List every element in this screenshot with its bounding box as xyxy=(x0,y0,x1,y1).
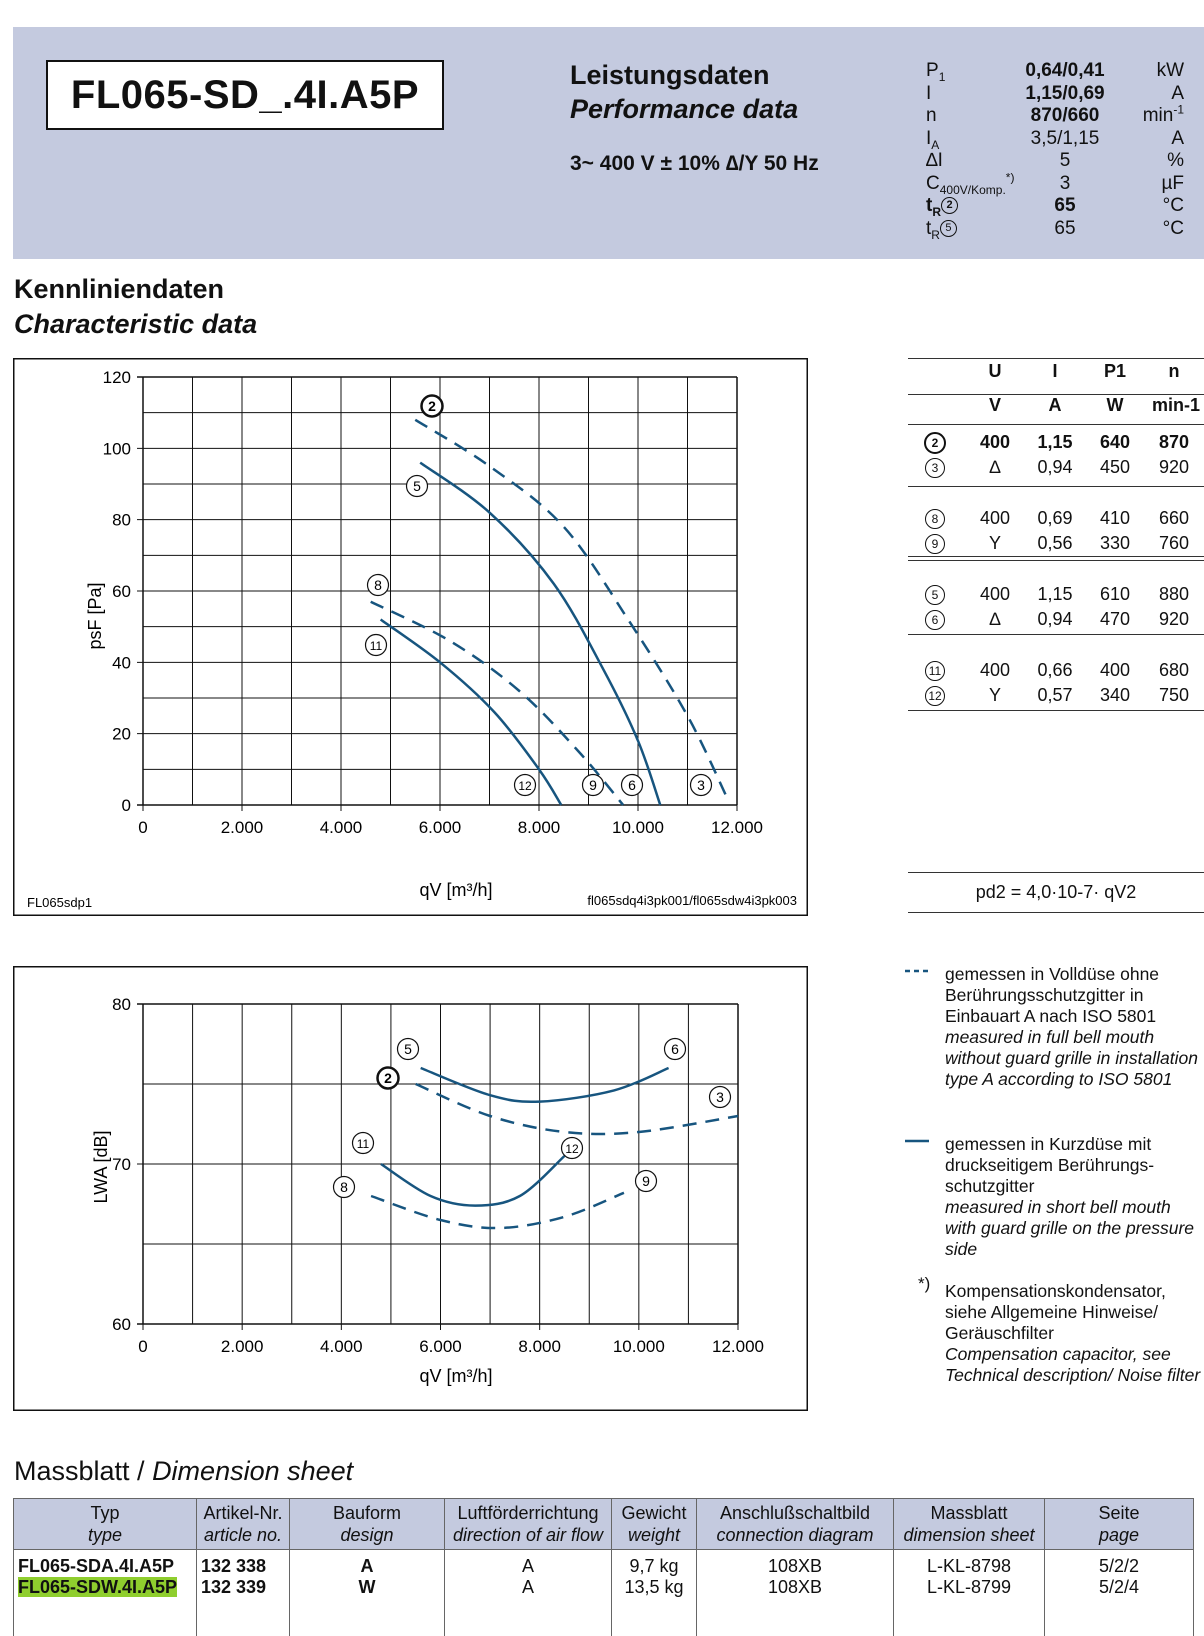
spec-symbol: n xyxy=(926,105,937,128)
diagram-value: 108XB xyxy=(701,1577,889,1598)
design-value: W xyxy=(294,1577,440,1598)
cell-n: 920 xyxy=(1146,455,1202,480)
table-rule xyxy=(908,394,1204,395)
col-header-u: U xyxy=(970,358,1020,384)
x-tick-label: 10.000 xyxy=(612,818,664,837)
y-axis-label: psF [Pa] xyxy=(85,582,105,649)
performance-title-de: Leistungsdaten xyxy=(570,58,798,92)
spec-symbol: C xyxy=(926,173,940,194)
curve-marker-9 xyxy=(583,775,604,796)
dimension-title-en: Dimension sheet xyxy=(152,1456,353,1486)
legend-dashed xyxy=(945,964,1203,1090)
spec-unit: °C xyxy=(1163,195,1184,218)
table-unit-row xyxy=(908,392,1204,418)
cell-n: 660 xyxy=(1146,506,1202,531)
curve-2 xyxy=(416,1084,738,1134)
col-page: Seite page xyxy=(1045,1499,1194,1550)
svg-text:6: 6 xyxy=(628,777,636,793)
svg-text:3: 3 xyxy=(716,1089,724,1105)
curve-marker-8 xyxy=(368,575,389,596)
design-value: A xyxy=(294,1556,440,1577)
x-tick-label: 8.000 xyxy=(518,818,561,837)
curve-11 xyxy=(381,1156,564,1206)
svg-text:2: 2 xyxy=(428,398,436,414)
spec-subscript: R xyxy=(931,227,940,241)
x-tick-label: 8.000 xyxy=(518,1337,561,1356)
svg-text:6: 6 xyxy=(671,1041,679,1057)
svg-text:12: 12 xyxy=(565,1142,579,1156)
spec-list xyxy=(926,60,1184,240)
dimension-title-de: Massblatt / xyxy=(14,1456,145,1486)
cell-id xyxy=(924,658,946,683)
cell-n: 880 xyxy=(1146,582,1202,607)
curve-marker-6 xyxy=(665,1039,686,1060)
x-tick-label: 2.000 xyxy=(221,1337,264,1356)
spec-value: 65 xyxy=(990,195,1140,218)
cell-i: 0,66 xyxy=(1030,658,1080,683)
spec-symbol: t xyxy=(926,218,931,239)
cell-p: 330 xyxy=(1090,531,1140,556)
cell-p: 610 xyxy=(1090,582,1140,607)
footnote-de: Kompensationskondensator, siehe Allgemeine Hinweise/ Geräuschfilter xyxy=(945,1281,1203,1344)
sheet-value: L-KL-8798 xyxy=(898,1556,1040,1577)
cell-u: 400 xyxy=(970,430,1020,455)
cell-p: 340 xyxy=(1090,683,1140,708)
col-sheet: Massblatt dimension sheet xyxy=(894,1499,1045,1550)
voltage-spec: 3~ 400 V ± 10% ∆/Y 50 Hz xyxy=(570,152,819,176)
y-tick-labels xyxy=(112,995,131,1334)
cell-i: 0,57 xyxy=(1030,683,1080,708)
cell-i: 0,56 xyxy=(1030,531,1080,556)
cell-u: ∆ xyxy=(970,455,1020,480)
y-tick-label: 20 xyxy=(112,725,131,744)
chart-frame xyxy=(14,359,808,916)
curve-11 xyxy=(381,620,562,805)
spec-unit: A xyxy=(1171,83,1184,106)
curve-marker-2 xyxy=(422,396,443,417)
footnote-en: Compensation capacitor, see Technical description/ Noise filter xyxy=(945,1344,1203,1386)
table-row xyxy=(908,531,1204,556)
cell-u: 400 xyxy=(970,506,1020,531)
y-tick-label: 40 xyxy=(112,653,131,672)
curve-5 xyxy=(420,463,660,805)
spec-subscript: R xyxy=(932,205,941,219)
svg-text:8: 8 xyxy=(374,577,382,593)
col-header-p1: P1 xyxy=(1090,358,1140,384)
table-row xyxy=(908,683,1204,708)
curve-id-marker: 5 xyxy=(925,585,945,605)
spec-symbol: P xyxy=(926,60,939,81)
y-tick-label: 60 xyxy=(112,1315,131,1334)
curve-marker-3 xyxy=(710,1087,731,1108)
svg-text:9: 9 xyxy=(642,1173,650,1189)
y-tick-label: 80 xyxy=(112,511,131,530)
cell-n: 870 xyxy=(1146,430,1202,455)
cell-p: 450 xyxy=(1090,455,1140,480)
svg-text:8: 8 xyxy=(340,1179,348,1195)
table-rule xyxy=(908,872,1204,873)
curve-marker-3 xyxy=(691,775,712,796)
svg-text:2: 2 xyxy=(384,1070,392,1086)
spec-subscript: 1 xyxy=(939,70,946,84)
cell-u: Y xyxy=(970,683,1020,708)
cell-id xyxy=(924,506,946,531)
curve-5 xyxy=(421,1068,669,1102)
curve-id-marker: 3 xyxy=(925,458,945,478)
spec-sup: *) xyxy=(1006,170,1015,184)
spec-unit: % xyxy=(1167,150,1184,173)
weight-value: 9,7 kg xyxy=(616,1556,692,1577)
spec-subscript: A xyxy=(931,137,939,151)
cell-u: Y xyxy=(970,531,1020,556)
cell-i: 0,94 xyxy=(1030,455,1080,480)
spec-row xyxy=(926,195,1184,218)
legend-dashed-en: measured in full bell mouth without guard grille in installation type A according to ISO 5801 xyxy=(945,1027,1203,1090)
y-axis-label: LWA [dB] xyxy=(91,1130,111,1203)
table-rule xyxy=(908,556,1204,561)
col-weight: Gewicht weight xyxy=(612,1499,697,1550)
svg-text:11: 11 xyxy=(357,1137,370,1151)
cell-p: 410 xyxy=(1090,506,1140,531)
spec-unit: µF xyxy=(1161,173,1184,196)
cell-n: 750 xyxy=(1146,683,1202,708)
col-article: Artikel-Nr. article no. xyxy=(197,1499,290,1550)
x-tick-label: 6.000 xyxy=(419,1337,462,1356)
cell-n: 760 xyxy=(1146,531,1202,556)
dimension-title xyxy=(14,1456,353,1487)
legend-dashed-de: gemessen in Volldüse ohne Berührungsschutzgitter in Einbauart A nach ISO 5801 xyxy=(945,964,1203,1027)
svg-text:3: 3 xyxy=(697,777,705,793)
spec-unit: °C xyxy=(1163,218,1184,241)
performance-title-en: Performance data xyxy=(570,92,798,126)
curve-id-marker: 12 xyxy=(925,686,945,706)
spec-unit: kW xyxy=(1157,60,1184,83)
svg-text:5: 5 xyxy=(404,1041,412,1057)
x-tick-label: 0 xyxy=(138,818,147,837)
airflow-value: A xyxy=(449,1556,607,1577)
airflow-value: A xyxy=(449,1577,607,1598)
section-title-de: Kennliniendaten xyxy=(14,272,257,307)
chart-curves xyxy=(371,1068,738,1228)
curve-id-marker: 2 xyxy=(924,432,946,454)
x-tick-label: 10.000 xyxy=(613,1337,665,1356)
cell-i: 0,69 xyxy=(1030,506,1080,531)
table-rule xyxy=(908,710,1204,711)
legend-solid-de: gemessen in Kurzdüse mit druckseitigem Berührungs- schutzgitter xyxy=(945,1134,1203,1197)
legend-solid xyxy=(945,1134,1203,1260)
formula: pd2 = 4,0·10-7· qV2 xyxy=(908,882,1204,903)
curve-marker: 5 xyxy=(940,220,957,237)
spec-symbol: ∆I xyxy=(926,150,943,173)
curve-marker-11 xyxy=(353,1133,374,1154)
spec-row xyxy=(926,173,1184,196)
table-rule xyxy=(908,486,1204,487)
table-row xyxy=(908,506,1204,531)
y-tick-label: 60 xyxy=(112,582,131,601)
spec-value: 0,64/0,41 xyxy=(990,60,1140,83)
performance-title xyxy=(570,58,798,126)
curve-id-marker: 8 xyxy=(925,509,945,529)
table-row xyxy=(14,1550,1194,1636)
col-unit-n: min-1 xyxy=(1146,392,1204,418)
diagram-value: 108XB xyxy=(701,1556,889,1577)
y-tick-labels xyxy=(103,368,131,815)
page-value: 5/2/2 xyxy=(1049,1556,1189,1577)
cell-u: 400 xyxy=(970,658,1020,683)
x-tick-labels xyxy=(138,1337,764,1356)
operating-data-table xyxy=(908,358,1204,418)
x-tick-label: 12.000 xyxy=(711,818,763,837)
svg-text:11: 11 xyxy=(370,639,383,653)
article-value: 132 339 xyxy=(201,1577,285,1598)
table-row xyxy=(908,455,1204,480)
spec-row xyxy=(926,150,1184,173)
table-rule xyxy=(908,912,1204,913)
legend-solid-en: measured in short bell mouth with guard grille on the pressure side xyxy=(945,1197,1203,1260)
curve-id-marker: 9 xyxy=(925,534,945,554)
curve-8 xyxy=(371,1193,624,1228)
solid-line-icon xyxy=(905,1138,931,1144)
table-header-row xyxy=(14,1499,1194,1550)
x-tick-label: 6.000 xyxy=(419,818,462,837)
spec-value: 65 xyxy=(990,218,1140,241)
svg-text:5: 5 xyxy=(413,478,421,494)
x-axis-label: qV [m³/h] xyxy=(419,1366,492,1386)
cell-id xyxy=(924,430,946,455)
pressure-chart xyxy=(13,358,808,916)
x-tick-label: 4.000 xyxy=(320,1337,363,1356)
sound-power-chart xyxy=(13,966,808,1411)
cell-p: 400 xyxy=(1090,658,1140,683)
y-tick-label: 80 xyxy=(112,995,131,1014)
spec-value: 1,15/0,69 xyxy=(990,83,1140,106)
chart-grid xyxy=(137,1004,738,1330)
table-rule xyxy=(908,424,1204,425)
cell-p: 470 xyxy=(1090,607,1140,632)
table-row xyxy=(908,607,1204,632)
table-row xyxy=(908,430,1204,455)
x-tick-labels xyxy=(138,818,763,837)
cell-id xyxy=(924,582,946,607)
x-tick-label: 4.000 xyxy=(320,818,363,837)
svg-text:9: 9 xyxy=(589,777,597,793)
col-design: Bauform design xyxy=(290,1499,445,1550)
table-header-row xyxy=(908,358,1204,384)
table-rule xyxy=(908,634,1204,635)
cell-id xyxy=(924,683,946,708)
spec-value: 870/660 xyxy=(990,105,1140,128)
curve-marker-5 xyxy=(407,476,428,497)
model-title: FL065-SD_.4I.A5P xyxy=(46,60,444,130)
svg-text:12: 12 xyxy=(518,779,532,793)
sheet-value: L-KL-8799 xyxy=(898,1577,1040,1598)
chart-grid xyxy=(137,377,737,811)
cell-n: 680 xyxy=(1146,658,1202,683)
spec-unit-sup: -1 xyxy=(1173,103,1184,117)
spec-row xyxy=(926,105,1184,128)
col-airflow: Luftförderrichtung direction of air flow xyxy=(445,1499,612,1550)
y-tick-label: 0 xyxy=(122,796,131,815)
type-value-highlighted: FL065-SDW.4I.A5P xyxy=(18,1577,177,1597)
legend-footnote xyxy=(945,1281,1203,1386)
x-axis-label: qV [m³/h] xyxy=(419,880,492,900)
x-tick-label: 0 xyxy=(138,1337,147,1356)
curve-marker-5 xyxy=(398,1039,419,1060)
spec-symbol: t xyxy=(926,195,932,216)
curve-8 xyxy=(371,602,623,805)
spec-row xyxy=(926,60,1184,83)
chart-code-left: FL065sdp1 xyxy=(27,895,92,910)
page-value: 5/2/4 xyxy=(1049,1577,1189,1598)
table-row xyxy=(908,582,1204,607)
cell-id xyxy=(924,607,946,632)
x-tick-label: 12.000 xyxy=(712,1337,764,1356)
dashed-line-icon xyxy=(905,968,931,974)
curve-marker-9 xyxy=(636,1171,657,1192)
section-title-en: Characteristic data xyxy=(14,307,257,342)
cell-i: 1,15 xyxy=(1030,582,1080,607)
cell-u: 400 xyxy=(970,582,1020,607)
spec-value: 3 xyxy=(990,173,1140,196)
spec-row xyxy=(926,218,1184,241)
curve-marker: 2 xyxy=(941,197,958,214)
footnote-mark: *) xyxy=(918,1274,930,1294)
curve-marker-12 xyxy=(562,1138,583,1159)
col-type: Typ type xyxy=(14,1499,197,1550)
section-title xyxy=(14,272,257,342)
cell-i: 1,15 xyxy=(1030,430,1080,455)
cell-p: 640 xyxy=(1090,430,1140,455)
y-tick-label: 120 xyxy=(103,368,131,387)
spec-unit: A xyxy=(1171,128,1184,151)
col-unit-i: A xyxy=(1030,392,1080,418)
cell-id xyxy=(924,455,946,480)
spec-value: 5 xyxy=(990,150,1140,173)
y-tick-label: 70 xyxy=(112,1155,131,1174)
x-tick-label: 2.000 xyxy=(221,818,264,837)
curve-marker-2 xyxy=(378,1068,399,1089)
curve-id-marker: 6 xyxy=(925,610,945,630)
curve-marker-6 xyxy=(622,775,643,796)
cell-i: 0,94 xyxy=(1030,607,1080,632)
curve-marker-8 xyxy=(334,1177,355,1198)
col-diagram: Anschlußschaltbild connection diagram xyxy=(697,1499,894,1550)
curve-id-marker: 11 xyxy=(925,661,945,681)
cell-n: 920 xyxy=(1146,607,1202,632)
curve-marker-11 xyxy=(366,635,387,656)
spec-symbol: I xyxy=(926,128,931,149)
cell-u: ∆ xyxy=(970,607,1020,632)
col-unit-u: V xyxy=(970,392,1020,418)
col-unit-p1: W xyxy=(1090,392,1140,418)
table-row xyxy=(908,658,1204,683)
dimension-table xyxy=(13,1498,1194,1636)
spec-row xyxy=(926,128,1184,151)
article-value: 132 338 xyxy=(201,1556,285,1577)
chart-code-right: fl065sdq4i3pk001/fl065sdw4i3pk003 xyxy=(587,893,797,908)
col-header-n: n xyxy=(1146,358,1202,384)
weight-value: 13,5 kg xyxy=(616,1577,692,1598)
col-header-i: I xyxy=(1030,358,1080,384)
curve-marker-12 xyxy=(515,775,536,796)
spec-symbol: I xyxy=(926,83,931,106)
y-tick-label: 100 xyxy=(103,439,131,458)
cell-id xyxy=(924,531,946,556)
spec-value: 3,5/1,15 xyxy=(990,128,1140,151)
type-value: FL065-SDA.4I.A5P xyxy=(18,1556,192,1577)
spec-row xyxy=(926,83,1184,106)
spec-subscript: 400V/Komp. xyxy=(940,182,1006,196)
spec-unit: min xyxy=(1143,105,1174,126)
